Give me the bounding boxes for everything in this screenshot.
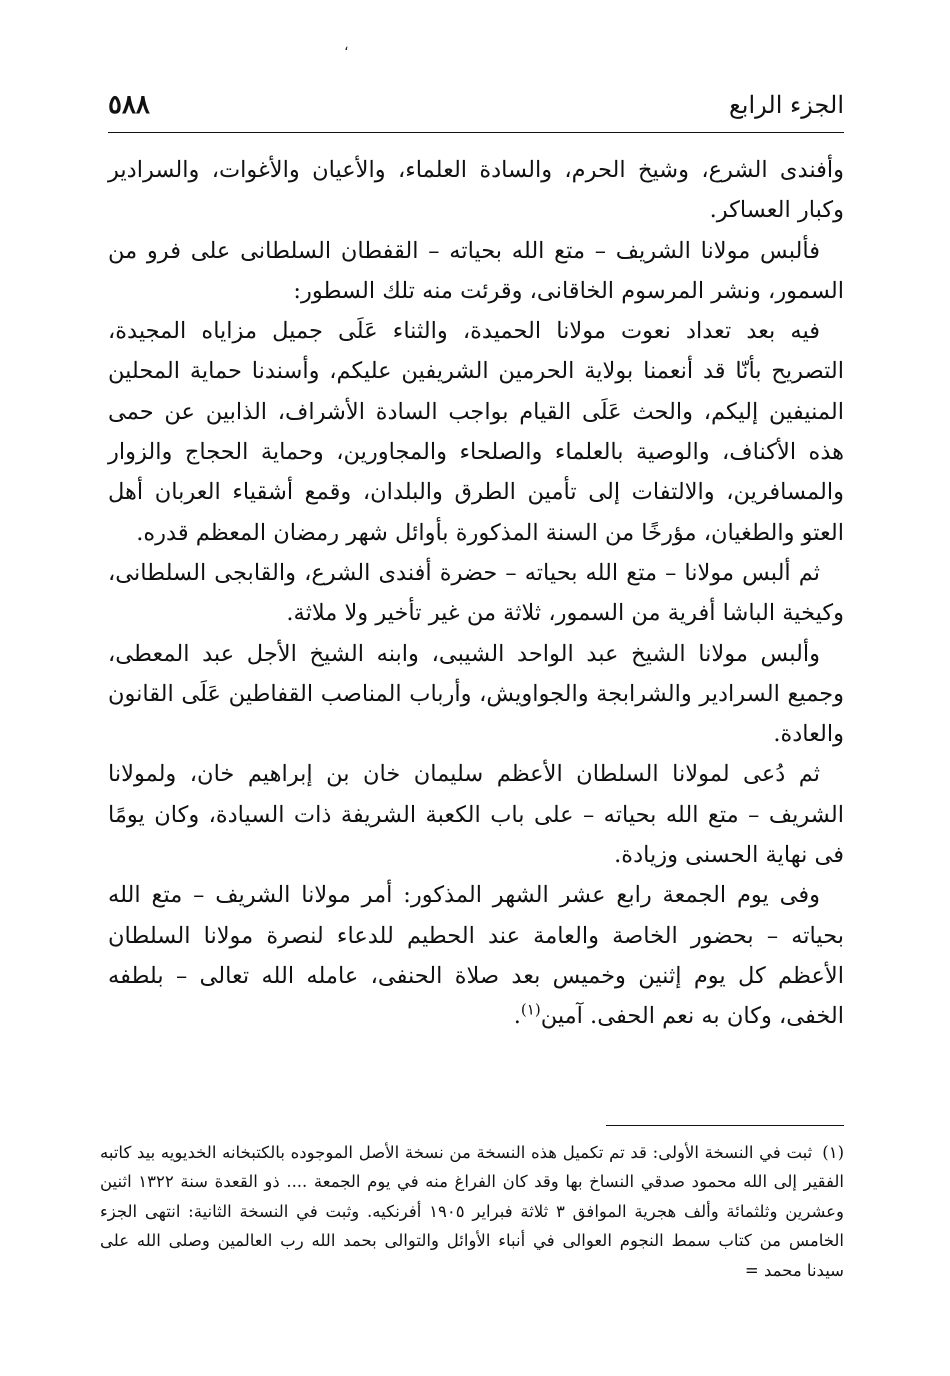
footnote-text: ثبت في النسخة الأولى: قد تم تكميل هذه النسخة من نسخة الأصل الموجوده بالكتبخانه الخديويه بيد كاتبه الفقير إلى الله محمود صدقي النساخ بها وقد كان الفراغ منه في يوم الجمعة .... ذو القعدة سنة ١٣٢٢ اثنين وعشرين وثلثمائة وألف هجرية الموافق ٣ ثلاثة فبراير ١٩٠٥ أفرنكيه. وثبت في النسخة الثانية: انتهى الجزء الخامس من كتاب سمط النجوم العوالى في أنباء الأوائل والتوالى بحمد الله رب العالمين وصلى الله على سيدنا محمد = (100, 1143, 844, 1280)
paragraph: ثم دُعى لمولانا السلطان الأعظم سليمان خان بن إبراهيم خان، ولمولانا الشريف – متع الله بحياته – على باب الكعبة الشريفة ذات السيادة، وكان يومًا فى نهاية الحسنى وزيادة. (108, 761, 844, 869)
body-text (108, 150, 844, 1037)
footnote-divider (606, 1125, 844, 1126)
paragraph: فألبس مولانا الشريف – متع الله بحياته – القفطان السلطانى على فرو من السمور، ونشر المرسوم الخاقانى، وقرئت منه تلك السطور: (108, 237, 844, 304)
running-header (108, 88, 844, 133)
page-number: ٥٨٨ (108, 90, 150, 120)
paragraph: وأفندى الشرع، وشيخ الحرم، والسادة العلماء، والأعيان والأغوات، والسرادير وكبار العساكر. (108, 157, 844, 224)
page-mark: ، (344, 38, 349, 54)
footnote-marker: (١) (822, 1143, 844, 1162)
paragraph-text: وفى يوم الجمعة رابع عشر الشهر المذكور: أمر مولانا الشريف – متع الله بحياته – بحضور الخاصة والعامة عند الحطيم للدعاء لنصرة مولانا السلطان الأعظم كل يوم إثنين وخميس بعد صلاة الحنفى، عامله الله تعالى – بلطفه الخفى، وكان به نعم الحفى. آمين (108, 882, 844, 1030)
paragraph: ثم ألبس مولانا – متع الله بحياته – حضرة أفندى الشرع، والقابجى السلطانى، وكيخية الباشا أفرية من السمور، ثلاثة من غير تأخير ولا ملاثة. (108, 559, 844, 627)
paragraph: فيه بعد تعداد نعوت مولانا الحميدة، والثناء عَلَى جميل مزاياه المجيدة، التصريح بأنّا قد أنعمنا بولاية الحرمين الشريفين عليكم، وأسندنا حماية المحلين المنيفين إليكم، والحث عَلَى القيام بواجب السادة الأشراف، الذابين عن حمى هذه الأكناف، والوصية بالعلماء والصلحاء والمجاورين، وحماية الحجاج والزوار والمسافرين، والالتفات إلى تأمين الطرق والبلدان، وقمع أشقياء العربان أهل العتو والطغيان، مؤرخًا من السنة المذكورة بأوائل شهر رمضان المعظم قدره. (108, 318, 844, 546)
running-title: الجزء الرابع (729, 91, 844, 119)
paragraph: وألبس مولانا الشيخ عبد الواحد الشيبى، وابنه الشيخ الأجل عبد المعطى، وجميع السرادير والشرابجة والجواويش، وأرباب المناصب القفاطين عَلَى القانون والعادة. (108, 640, 844, 748)
paragraph-last (108, 875, 844, 1036)
footnote (100, 1138, 844, 1285)
footnote-reference[interactable]: (١) (520, 1000, 541, 1019)
final-period: . (513, 1003, 521, 1030)
